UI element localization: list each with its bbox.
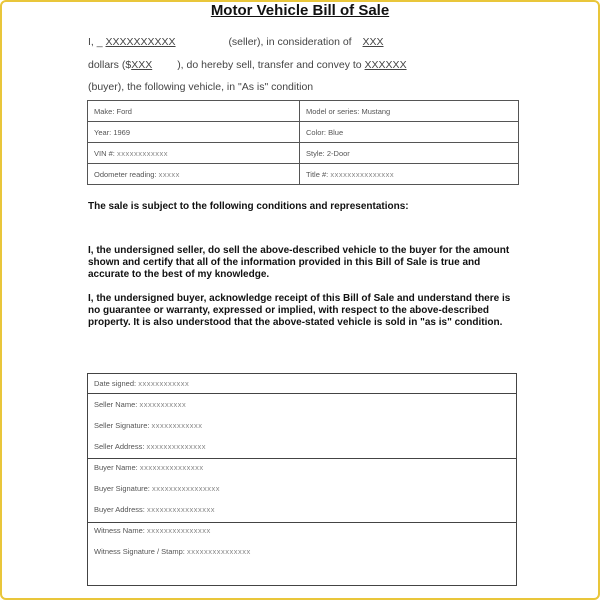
buyer-section — [88, 459, 516, 523]
seller-address-value: xxxxxxxxxxxxxx — [146, 442, 207, 451]
title-number-label: Title #: — [306, 169, 329, 179]
model-value: Mustang — [361, 106, 391, 116]
model-cell[interactable] — [300, 101, 519, 122]
odometer-label: Odometer reading: — [94, 169, 157, 179]
dollars-prefix: dollars ($ — [88, 59, 132, 71]
amount-words-blank[interactable]: XXX — [362, 36, 384, 48]
title-number-value: xxxxxxxxxxxxxxx — [330, 169, 395, 179]
make-cell[interactable] — [88, 101, 300, 122]
buyer-name-field[interactable] — [94, 463, 204, 472]
seller-signature-field[interactable] — [94, 421, 203, 430]
vehicle-info-table — [87, 100, 519, 185]
table-row — [88, 143, 519, 164]
style-cell[interactable] — [300, 143, 519, 164]
seller-name-label: Seller Name: — [94, 400, 138, 409]
witness-name-value: xxxxxxxxxxxxxxx — [146, 526, 211, 535]
table-row — [88, 101, 519, 122]
witness-section — [88, 523, 516, 587]
buyer-name-blank[interactable]: XXXXXX — [364, 59, 407, 71]
seller-address-field[interactable] — [94, 442, 206, 451]
witness-name-label: Witness Name: — [94, 526, 145, 535]
seller-name-blank[interactable]: XXXXXXXXXX — [105, 36, 176, 48]
intro-line-3: (buyer), the following vehicle, in "As is" condition — [88, 81, 314, 93]
seller-address-label: Seller Address: — [94, 442, 145, 451]
intro-seller-text: (seller), in consideration of — [228, 36, 352, 48]
intro-line-1 — [88, 36, 455, 48]
buyer-name-label: Buyer Name: — [94, 463, 138, 472]
seller-name-field[interactable] — [94, 400, 186, 409]
buyer-address-label: Buyer Address: — [94, 505, 145, 514]
make-value: Ford — [116, 106, 132, 116]
buyer-signature-field[interactable] — [94, 484, 220, 493]
signature-box — [87, 373, 517, 586]
vin-value: xxxxxxxxxxxx — [116, 148, 168, 158]
seller-name-value: xxxxxxxxxxx — [139, 400, 187, 409]
document-title: Motor Vehicle Bill of Sale — [210, 2, 390, 19]
odometer-cell[interactable] — [88, 164, 300, 185]
year-label: Year: — [94, 127, 112, 137]
date-signed-label: Date signed: — [94, 379, 137, 388]
amount-blank[interactable]: XXX — [131, 59, 153, 71]
intro-line-2 — [88, 59, 423, 71]
title-number-cell[interactable] — [300, 164, 519, 185]
intro-prefix: I, _ — [88, 36, 106, 48]
year-cell[interactable] — [88, 122, 300, 143]
seller-signature-label: Seller Signature: — [94, 421, 150, 430]
date-section — [88, 374, 516, 394]
buyer-address-value: xxxxxxxxxxxxxxxx — [146, 505, 215, 514]
color-label: Color: — [306, 127, 327, 137]
color-value: Blue — [328, 127, 344, 137]
witness-signature-field[interactable] — [94, 547, 251, 556]
vin-label: VIN #: — [94, 148, 115, 158]
buyer-statement: I, the undersigned buyer, acknowledge receipt of this Bill of Sale and understand there is no guarantee or warranty, expressed or implied, with respect to the above-described property. It is also understood that the above-stated vehicle is sold in "as is" condition. — [88, 293, 511, 328]
date-signed-field[interactable] — [94, 379, 189, 388]
color-cell[interactable] — [300, 122, 519, 143]
convey-text: ), do hereby sell, transfer and convey to — [177, 59, 362, 71]
seller-statement: I, the undersigned seller, do sell the above-described vehicle to the buyer for the amount shown and certify that all of the information provided in this Bill of Sale is true and accurate to the best of my knowledge. — [88, 245, 510, 280]
witness-signature-value: xxxxxxxxxxxxxxx — [186, 547, 251, 556]
style-value: 2-Door — [326, 148, 350, 158]
date-signed-value: xxxxxxxxxxxx — [138, 379, 190, 388]
vin-cell[interactable] — [88, 143, 300, 164]
odometer-value: xxxxx — [158, 169, 180, 179]
seller-signature-value: xxxxxxxxxxxx — [151, 421, 203, 430]
year-value: 1969 — [113, 127, 131, 137]
buyer-signature-value: xxxxxxxxxxxxxxxx — [151, 484, 220, 493]
conditions-heading: The sale is subject to the following conditions and representations: — [88, 201, 409, 212]
buyer-address-field[interactable] — [94, 505, 215, 514]
witness-signature-label: Witness Signature / Stamp: — [94, 547, 185, 556]
buyer-signature-label: Buyer Signature: — [94, 484, 150, 493]
seller-section — [88, 394, 516, 459]
make-label: Make: — [94, 106, 115, 116]
witness-name-field[interactable] — [94, 526, 211, 535]
style-label: Style: — [306, 148, 325, 158]
table-row — [88, 122, 519, 143]
table-row — [88, 164, 519, 185]
model-label: Model or series: — [306, 106, 360, 116]
buyer-name-value: xxxxxxxxxxxxxxx — [139, 463, 204, 472]
